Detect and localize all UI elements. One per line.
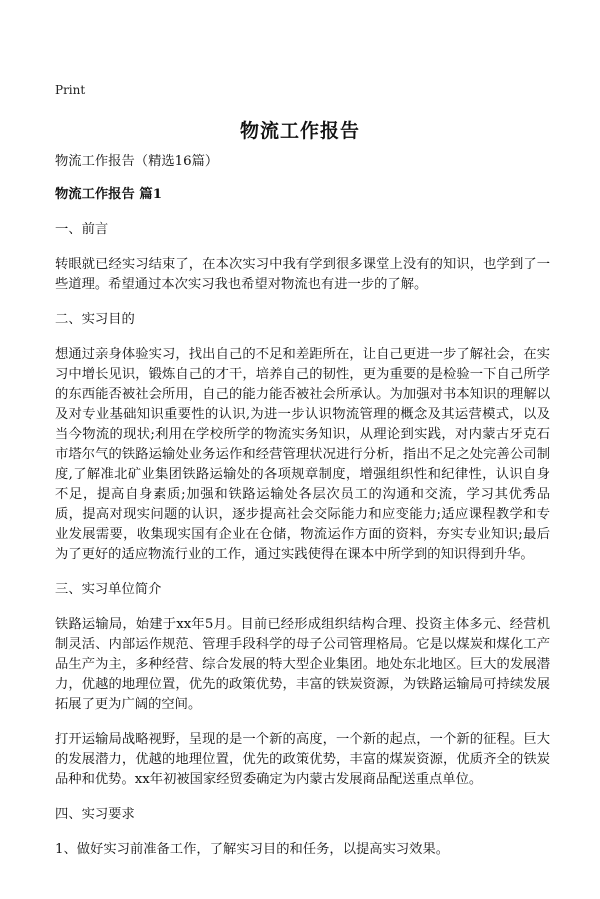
document-body <box>55 152 550 875</box>
section-heading: 三、实习单位简介 <box>55 582 162 597</box>
document-title: 物流工作报告 <box>239 120 360 142</box>
part-heading: 物流工作报告 篇1 <box>55 187 162 202</box>
print-label: Print <box>55 83 86 97</box>
section-heading: 二、实习目的 <box>55 312 135 327</box>
paragraph: 打开运输局战略视野，呈现的是一个新的高度，一个新的起点，一个新的征程。巨大的发展潜力，优越的地理位置，优先的政策优势，丰富的煤炭资源，优质齐全的铁炭品种和优势。xx年初被国家经贸委确定为内蒙古发展商品配送重点单位。 <box>55 732 550 787</box>
paragraph: 铁路运输局，始建于xx年5月。目前已经形成组织结构合理、投资主体多元、经营机制灵活、内部运作规范、管理手段科学的母子公司管理格局。它是以煤炭和煤化工产品生产为主，多种经营、综合发展的特大型企业集团。地处东北地区。巨大的发展潜力，优越的地理位置，优先的政策优势，丰富的铁炭资源，为铁路运输局可持续发展拓展了更为广阔的空间。 <box>55 617 550 712</box>
paragraph: 1、做好实习前准备工作，了解实习目的和任务，以提高实习效果。 <box>55 842 450 857</box>
section-heading: 一、前言 <box>55 222 109 237</box>
document-subtitle: 物流工作报告（精选16篇） <box>55 154 219 169</box>
paragraph: 想通过亲身体验实习，找出自己的不足和差距所在，让自己更进一步了解社会，在实习中增长见识，锻炼自己的才干，培养自己的韧性，更为重要的是检验一下自己所学的东西能否被社会所用，自己的能力能否被社会所承认。为加强对书本知识的理解以及对专业基础知识重要性的认识,为进一步认识物流管理的概念及其运营模式，以及当今物流的现状;利用在学校所学的物流实务知识，从理论到实践，对内蒙古牙克石市塔尔气的铁路运输处业务运作和经营管理状况进行分析，指出不足之处完善公司制度,了解准北矿业集团铁路运输处的各项规章制度，增强组织性和纪律性，认识自身不足，提高自身素质;加强和铁路运输处各层次员工的沟通和交流，学习其优秀品质，提高对现实问题的认识，逐步提高社会交际能力和应变能力;适应课程教学和专业发展需要，收集现实国有企业在仓储，物流运作方面的资料，夯实专业知识;最后为了更好的适应物流行业的工作，通过实践使得在课本中所学到的知识得到升华。 <box>55 347 550 562</box>
section-heading: 四、实习要求 <box>55 807 135 822</box>
paragraph: 转眼就已经实习结束了，在本次实习中我有学到很多课堂上没有的知识，也学到了一些道理。希望通过本次实习我也希望对物流也有进一步的了解。 <box>55 257 550 292</box>
